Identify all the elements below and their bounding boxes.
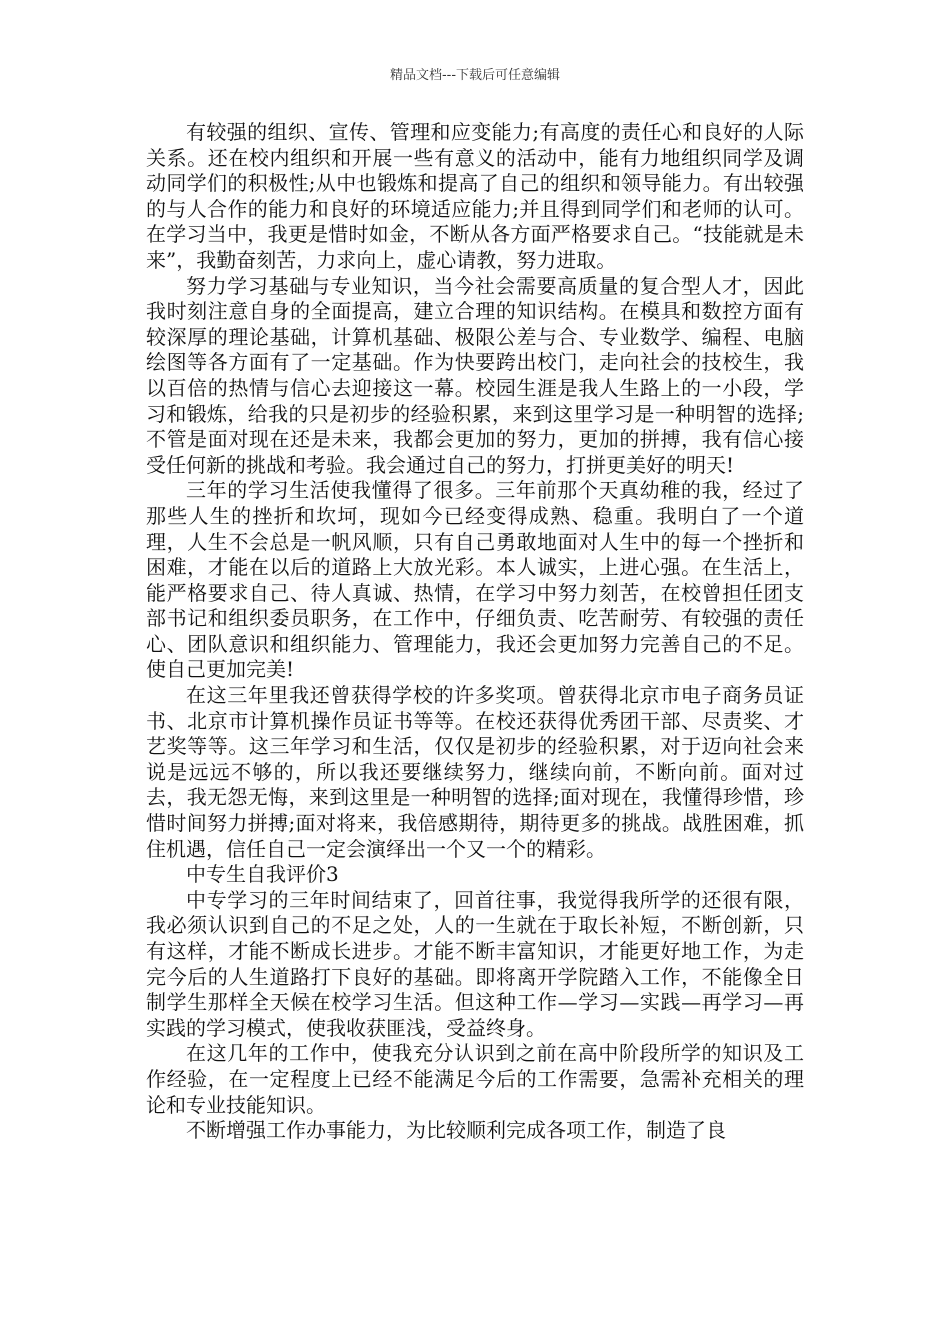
- paragraph: 三年的学习生活使我懂得了很多。三年前那个天真幼稚的我，经过了那些人生的挫折和坎坷，现如今已经变得成熟、稳重。我明白了一个道理，人生不会总是一帆风顺，只有自己勇敢地面对人生中的每一个挫折和困难，才能在以后的道路上大放光彩。本人诚实，上进心强。在生活上，能严格要求自己、待人真诚、热情，在学习中努力刻苦，在校曾担任团支部书记和组织委员职务，在工作中，仔细负责、吃苦耐劳、有较强的责任心、团队意识和组织能力、管理能力，我还会更加努力完善自己的不足。使自己更加完美!: [146, 478, 804, 682]
- paragraph: 有较强的组织、宣传、管理和应变能力;有高度的责任心和良好的人际关系。还在校内组织和开展一些有意义的活动中，能有力地组织同学及调动同学们的积极性;从中也锻炼和提高了自己的组织和领导能力。有出较强的与人合作的能力和良好的环境适应能力;并且得到同学们和老师的认可。在学习当中，我更是惜时如金，不断从各方面严格要求自己。“技能就是未来”，我勤奋刻苦，力求向上，虚心请教，努力进取。: [146, 120, 804, 272]
- paragraph: 中专学习的三年时间结束了，回首往事，我觉得我所学的还很有限，我必须认识到自己的不足之处，人的一生就在于取长补短，不断创新，只有这样，才能不断成长进步。才能不断丰富知识，才能更好地工作，为走完今后的人生道路打下良好的基础。即将离开学院踏入工作，不能像全日制学生那样全天候在校学习生活。但这种工作—学习—实践—再学习—再实践的学习模式，使我收获匪浅，受益终身。: [146, 887, 804, 1040]
- page-header: 精品文档---下载后可任意编辑: [389, 68, 561, 83]
- paragraph: 在这几年的工作中，使我充分认识到之前在高中阶段所学的知识及工作经验，在一定程度上已经不能满足今后的工作需要，急需补充相关的理论和专业技能知识。: [146, 1041, 804, 1117]
- section-heading: 中专生自我评价3: [186, 862, 339, 887]
- paragraph: 在这三年里我还曾获得学校的许多奖项。曾获得北京市电子商务员证书、北京市计算机操作员证书等等。在校还获得优秀团干部、尽责奖、才艺奖等等。这三年学习和生活，仅仅是初步的经验积累，对于迈向社会来说是远远不够的，所以我还要继续努力，继续向前，不断向前。面对过去，我无怨无悔，来到这里是一种明智的选择;面对现在，我懂得珍惜，珍惜时间努力拼搏;面对将来，我倍感期待，期待更多的挑战。战胜困难，抓住机遇，信任自己一定会演绎出一个又一个的精彩。: [146, 683, 804, 861]
- document-body: [146, 120, 804, 1144]
- paragraph: 努力学习基础与专业知识，当今社会需要高质量的复合型人才，因此我时刻注意自身的全面提高，建立合理的知识结构。在模具和数控方面有较深厚的理论基础，计算机基础、极限公差与合、专业数学、编程、电脑绘图等各方面有了一定基础。作为快要跨出校门，走向社会的技校生，我以百倍的热情与信心去迎接这一幕。校园生涯是我人生路上的一小段，学习和锻炼，给我的只是初步的经验积累，来到这里学习是一种明智的选择;不管是面对现在还是未来，我都会更加的努力，更加的拼搏，我有信心接受任何新的挑战和考验。我会通过自己的努力，打拼更美好的明天!: [146, 273, 804, 477]
- paragraph: 不断增强工作办事能力，为比较顺利完成各项工作，制造了良: [186, 1118, 726, 1143]
